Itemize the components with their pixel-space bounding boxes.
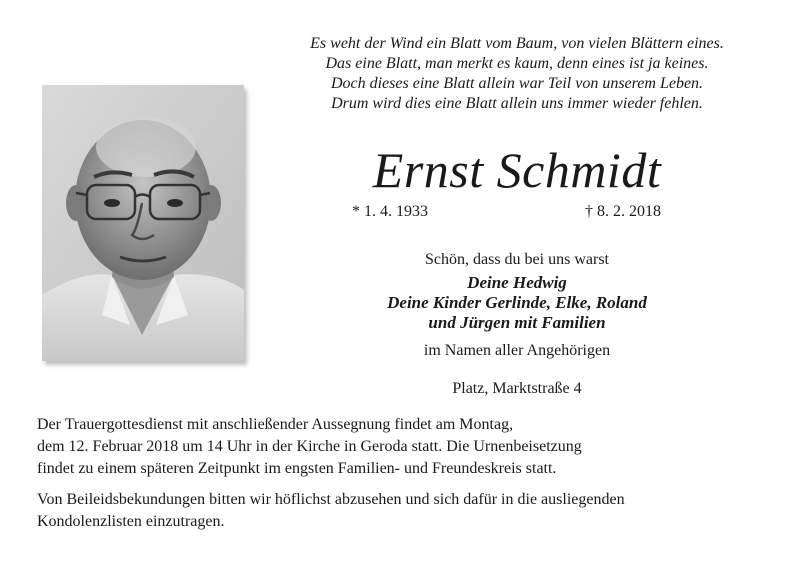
poem-line: Das eine Blatt, man merkt es kaum, denn eines ist ja keines. xyxy=(325,55,709,72)
service-line: Der Trauergottesdienst mit anschließender Aussegnung findet am Montag, xyxy=(37,416,514,433)
signer-line: Deine Kinder Gerlinde, Elke, Roland xyxy=(387,293,647,312)
deceased-name: Ernst Schmidt xyxy=(372,142,662,198)
address-text: Platz, Marktstraße 4 xyxy=(452,380,582,397)
poem-line: Drum wird dies eine Blatt allein uns immer wieder fehlen. xyxy=(331,95,703,112)
portrait-photo xyxy=(42,85,244,361)
death-date: † 8. 2. 2018 xyxy=(585,203,661,220)
signer-line: und Jürgen mit Familien xyxy=(428,313,606,332)
poem-line: Es weht der Wind ein Blatt vom Baum, von vielen Blättern eines. xyxy=(310,35,724,52)
service-announcement xyxy=(37,414,782,480)
condolence-line: Von Beileidsbekundungen bitten wir höflichst abzusehen und sich dafür in die ausliegenden xyxy=(37,491,625,508)
condolence-note xyxy=(37,489,782,533)
farewell-text: Schön, dass du bei uns warst xyxy=(425,251,609,268)
signer-line: Deine Hedwig xyxy=(467,273,567,292)
memorial-poem xyxy=(262,34,772,114)
birth-date: * 1. 4. 1933 xyxy=(352,203,428,220)
behalf-text: im Namen aller Angehörigen xyxy=(423,342,611,359)
service-line: dem 12. Februar 2018 um 14 Uhr in der Kirche in Geroda statt. Die Urnenbeisetzung xyxy=(37,438,582,455)
portrait-image xyxy=(42,85,244,361)
poem-line: Doch dieses eine Blatt allein war Teil von unserem Leben. xyxy=(330,75,704,92)
condolence-line: Kondolenzlisten einzutragen. xyxy=(37,513,225,530)
service-line: findet zu einem späteren Zeitpunkt im engsten Familien- und Freundeskreis statt. xyxy=(37,460,557,477)
signers-list xyxy=(262,273,772,333)
